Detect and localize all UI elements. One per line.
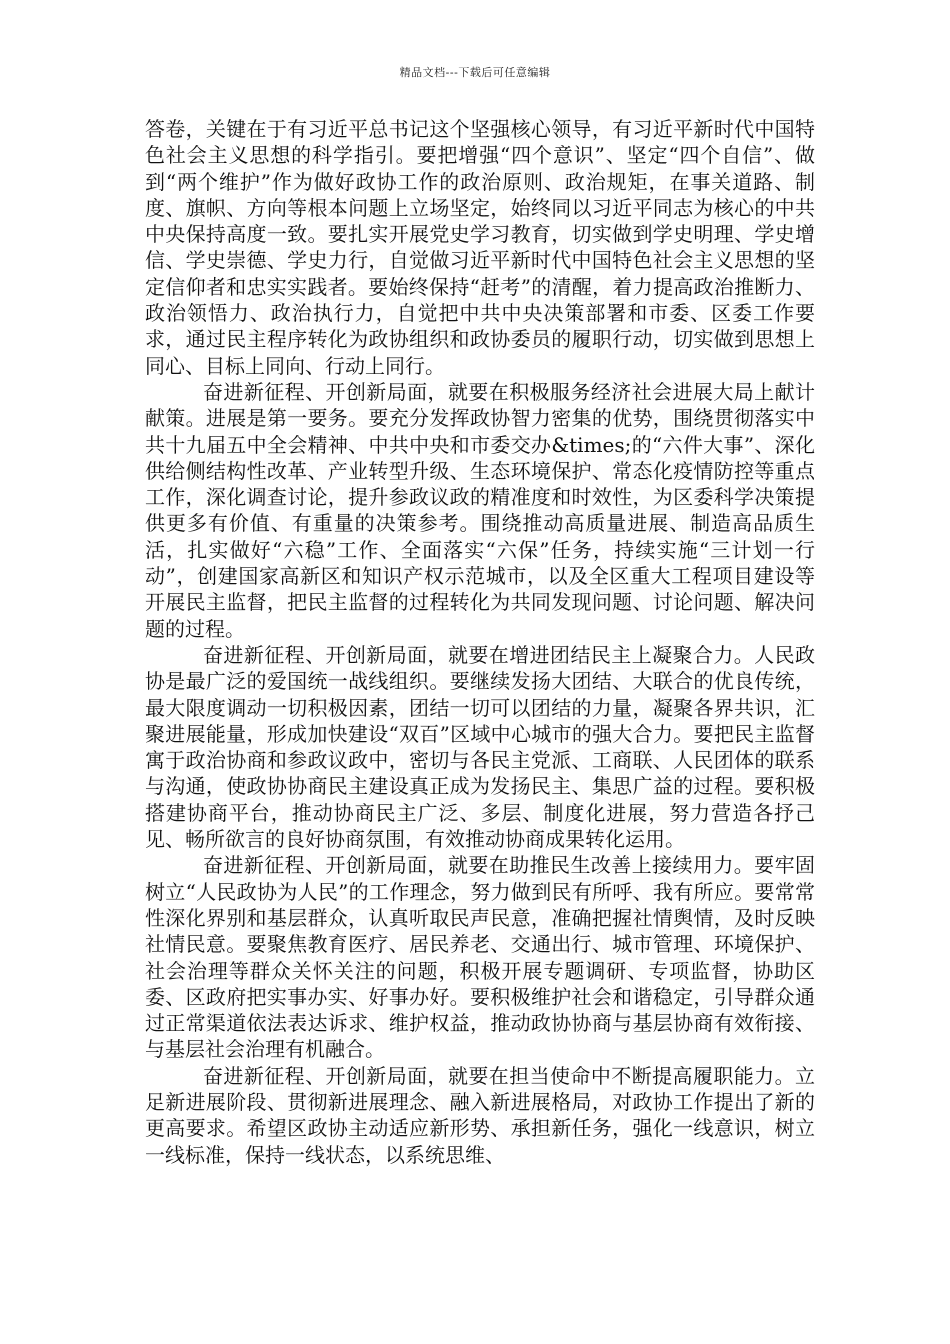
page-header: 精品文档---下载后可任意编辑 xyxy=(399,66,551,79)
paragraph-4: 奋进新征程、开创新局面，就要在助推民生改善上接续用力。要牢固树立“人民政协为人民”的工作理念，努力做到民有所呼、我有所应。要常常性深化界别和基层群众，认真听取民声民意，准确把握社情舆情，及时反映社情民意。要聚焦教育医疗、居民养老、交通出行、城市管理、环境保护、社会治理等群众关怀关注的问题，积极开展专题调研、专项监督，协助区委、区政府把实事办实、好事办好。要积极维护社会和谐稳定，引导群众通过正常渠道依法表达诉求、维护权益，推动政协协商与基层协商有效衔接、与基层社会治理有机融合。 xyxy=(145,853,815,1062)
paragraph-3: 奋进新征程、开创新局面，就要在增进团结民主上凝聚合力。人民政协是最广泛的爱国统一战线组织。要继续发扬大团结、大联合的优良传统，最大限度调动一切积极因素，团结一切可以团结的力量，凝聚各界共识，汇聚进展能量，形成加快建设“双百”区域中心城市的强大合力。要把民主监督寓于政治协商和参政议政中，密切与各民主党派、工商联、人民团体的联系与沟通，使政协协商民主建设真正成为发扬民主、集思广益的过程。要积极搭建协商平台，推动协商民主广泛、多层、制度化进展，努力营造各抒己见、畅所欲言的良好协商氛围，有效推动协商成果转化运用。 xyxy=(145,642,815,852)
document-body xyxy=(145,116,815,1168)
paragraph-5: 奋进新征程、开创新局面，就要在担当使命中不断提高履职能力。立足新进展阶段、贯彻新进展理念、融入新进展格局，对政协工作提出了新的更高要求。希望区政协主动适应新形势、承担新任务，强化一线意识，树立一线标准，保持一线状态，以系统思维、 xyxy=(145,1063,815,1167)
paragraph-2: 奋进新征程、开创新局面，就要在积极服务经济社会进展大局上献计献策。进展是第一要务。要充分发挥政协智力密集的优势，围绕贯彻落实中共十九届五中全会精神、中共中央和市委交办&times;的“六件大事”、深化供给侧结构性改革、产业转型升级、生态环境保护、常态化疫情防控等重点工作，深化调查讨论，提升参政议政的精准度和时效性，为区委科学决策提供更多有价值、有重量的决策参考。围绕推动高质量进展、制造高品质生活，扎实做好“六稳”工作、全面落实“六保”任务，持续实施“三计划一行动”，创建国家高新区和知识产权示范城市，以及全区重大工程项目建设等开展民主监督，把民主监督的过程转化为共同发现问题、讨论问题、解决问题的过程。 xyxy=(145,379,815,641)
paragraph-1: 答卷，关键在于有习近平总书记这个坚强核心领导，有习近平新时代中国特色社会主义思想的科学指引。要把增强“四个意识”、坚定“四个自信”、做到“两个维护”作为做好政协工作的政治原则、政治规矩，在事关道路、制度、旗帜、方向等根本问题上立场坚定，始终同以习近平同志为核心的中共中央保持高度一致。要扎实开展党史学习教育，切实做到学史明理、学史增信、学史崇德、学史力行，自觉做习近平新时代中国特色社会主义思想的坚定信仰者和忠实实践者。要始终保持“赶考”的清醒，着力提高政治推断力、政治领悟力、政治执行力，自觉把中共中央决策部署和市委、区委工作要求，通过民主程序转化为政协组织和政协委员的履职行动，切实做到思想上同心、目标上同向、行动上同行。 xyxy=(145,117,815,378)
